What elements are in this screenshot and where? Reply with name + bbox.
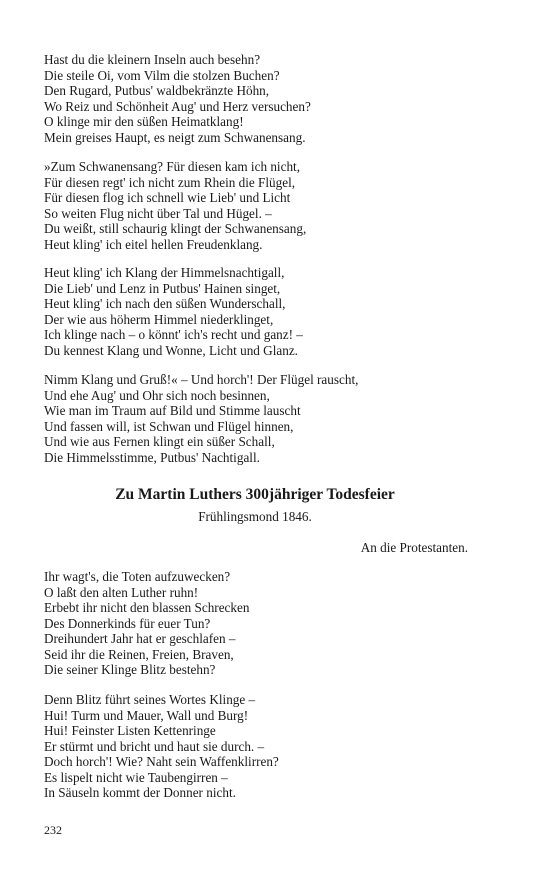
verse-line: Wie man im Traum auf Bild und Stimme lauscht bbox=[44, 403, 301, 418]
verse-line: Der wie aus höherm Himmel niederklinget, bbox=[44, 311, 274, 327]
poem-date-subtitle: Frühlingsmond 1846. bbox=[198, 509, 312, 524]
page-number: 232 bbox=[44, 823, 62, 837]
poem1-stanza-4 bbox=[44, 372, 358, 465]
verse-line: Hui! Turm und Mauer, Wall und Burg! bbox=[44, 707, 249, 723]
verse-line: Hast du die kleinern Inseln auch besehn? bbox=[44, 52, 261, 67]
verse-line: O laßt den alten Luther ruhn! bbox=[44, 584, 199, 600]
verse-line: Heut kling' ich eitel hellen Freudenklang. bbox=[44, 236, 263, 252]
verse-line: Du weißt, still schaurig klingt der Schwanensang, bbox=[44, 221, 307, 236]
verse-line: Er stürmt und bricht und haut sie durch. – bbox=[44, 738, 265, 754]
verse-line: Dreihundert Jahr hat er geschlafen – bbox=[44, 631, 236, 646]
poem-dedication: An die Protestanten. bbox=[360, 540, 468, 555]
verse-line: Erbebt ihr nicht den blassen Schrecken bbox=[44, 600, 250, 615]
verse-line: »Zum Schwanensang? Für diesen kam ich nicht, bbox=[44, 159, 300, 174]
verse-line: Und fassen will, ist Schwan und Flügel hinnen, bbox=[44, 418, 294, 434]
verse-line: Heut kling' ich nach den süßen Wunderschall, bbox=[44, 296, 286, 311]
poem2-stanza-2 bbox=[44, 692, 279, 801]
verse-line: Es lispelt nicht wie Taubengirren – bbox=[44, 769, 228, 785]
verse-line: Und wie aus Fernen klingt ein süßer Schall, bbox=[44, 434, 275, 449]
verse-line: Ihr wagt's, die Toten aufzuwecken? bbox=[44, 569, 231, 584]
verse-line: Denn Blitz führt seines Wortes Klinge – bbox=[44, 692, 256, 707]
verse-line: Die Himmelsstimme, Putbus' Nachtigall. bbox=[44, 449, 260, 465]
verse-line: Die seiner Klinge Blitz bestehn? bbox=[44, 662, 216, 677]
poem1-stanza-3 bbox=[44, 265, 303, 358]
verse-line: In Säuseln kommt der Donner nicht. bbox=[44, 785, 236, 800]
verse-line: Für diesen regt' ich nicht zum Rhein die Flügel, bbox=[44, 174, 296, 190]
verse-line: Wo Reiz und Schönheit Aug' und Herz versuchen? bbox=[44, 98, 311, 114]
poem1-stanza-2 bbox=[44, 159, 306, 252]
verse-line: O klinge mir den süßen Heimatklang! bbox=[44, 114, 244, 129]
verse-line: Die steile Oi, vom Vilm die stolzen Buchen? bbox=[44, 67, 280, 83]
verse-line: Ich klinge nach – o könnt' ich's recht und ganz! – bbox=[44, 327, 303, 342]
verse-line: Heut kling' ich Klang der Himmelsnachtigall, bbox=[44, 265, 285, 280]
poem2-stanza-1 bbox=[44, 569, 249, 678]
verse-line: Nimm Klang und Gruß!« – Und horch'! Der Flügel rauscht, bbox=[44, 372, 359, 387]
verse-line: Für diesen flog ich schnell wie Lieb' und Licht bbox=[44, 190, 291, 205]
verse-line: Hui! Feinster Listen Kettenringe bbox=[44, 723, 216, 738]
poem-title: Zu Martin Luthers 300jähriger Todesfeier bbox=[115, 486, 395, 503]
verse-line: Doch horch'! Wie? Naht sein Waffenklirren? bbox=[44, 754, 279, 769]
verse-line: Mein greises Haupt, es neigt zum Schwanensang. bbox=[44, 129, 306, 145]
verse-line: Des Donnerkinds für euer Tun? bbox=[44, 615, 211, 631]
verse-line: Den Rugard, Putbus' waldbekränzte Höhn, bbox=[44, 83, 270, 98]
verse-line: Die Lieb' und Lenz in Putbus' Hainen singet, bbox=[44, 280, 281, 296]
verse-line: Und ehe Aug' und Ohr sich noch besinnen, bbox=[44, 387, 270, 403]
poem1-stanza-1 bbox=[44, 52, 311, 145]
verse-line: So weiten Flug nicht über Tal und Hügel. – bbox=[44, 205, 272, 221]
verse-line: Du kennest Klang und Wonne, Licht und Glanz. bbox=[44, 342, 298, 358]
verse-line: Seid ihr die Reinen, Freien, Braven, bbox=[44, 646, 234, 662]
